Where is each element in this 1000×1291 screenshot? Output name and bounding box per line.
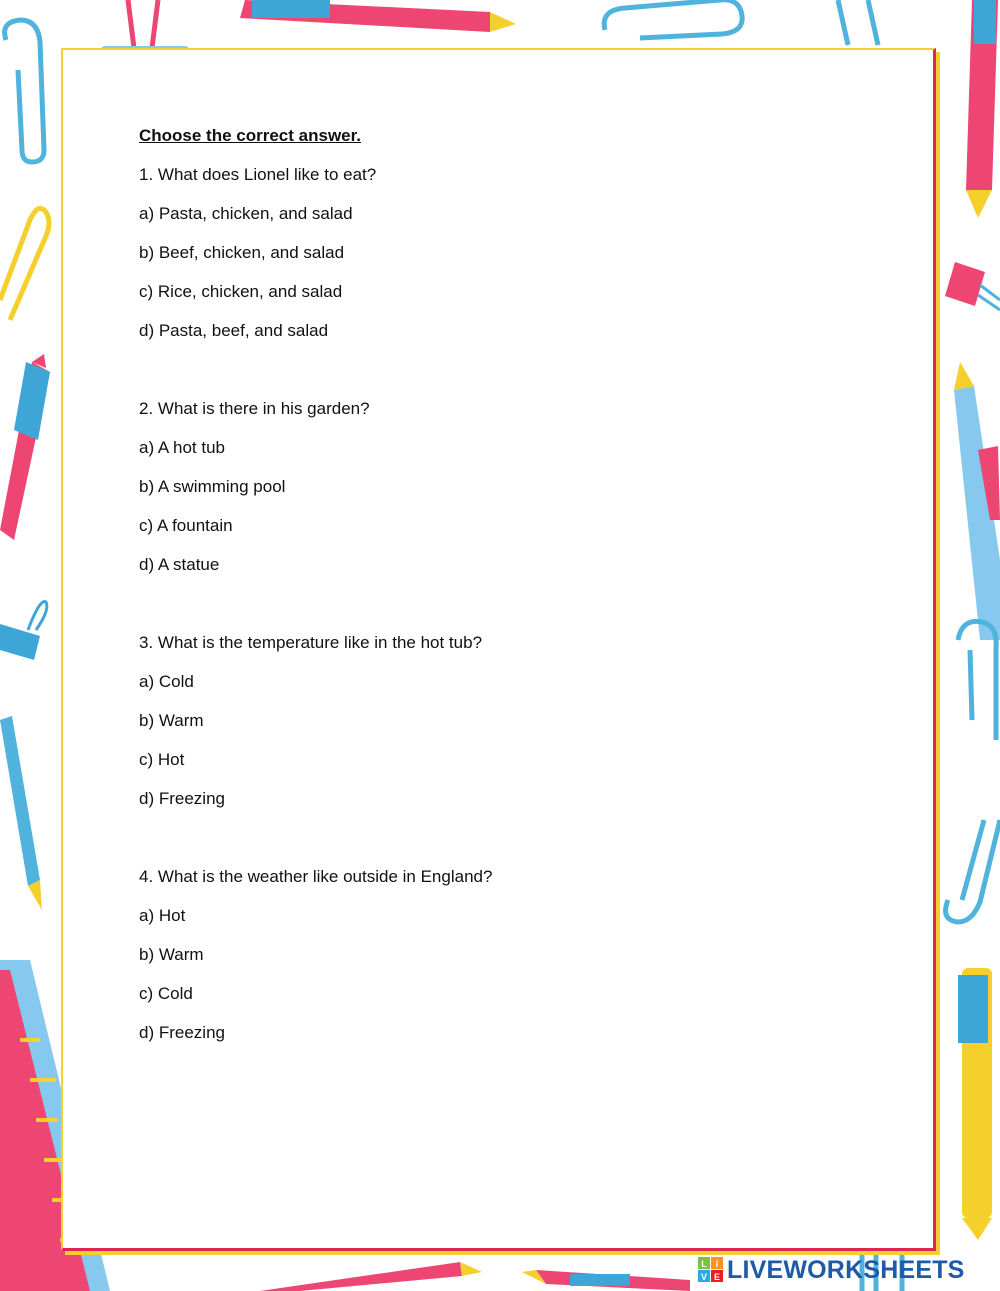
paper-clip-icon <box>5 20 44 162</box>
answer-option[interactable]: d) Freezing <box>139 1023 225 1042</box>
answer-option[interactable]: a) Pasta, chicken, and salad <box>139 204 353 223</box>
answer-option[interactable]: c) Cold <box>139 984 193 1003</box>
answer-option[interactable]: d) A statue <box>139 555 220 574</box>
binder-clip-icon <box>0 602 47 660</box>
question-text: 3. What is the temperature like in the hot tub? <box>139 633 483 652</box>
pencil-icon <box>240 0 516 32</box>
question-text: 4. What is the weather like outside in England? <box>139 867 493 886</box>
answer-option[interactable]: d) Freezing <box>139 789 225 808</box>
paper-clip-icon <box>946 820 1000 922</box>
paper-clip-icon <box>838 0 878 45</box>
question-text: 2. What is there in his garden? <box>139 399 370 418</box>
answer-option[interactable]: d) Pasta, beef, and salad <box>139 321 329 340</box>
paper-clip-icon <box>0 208 49 320</box>
instructions-heading: Choose the correct answer. <box>139 126 362 145</box>
question-block-4 <box>139 857 899 1052</box>
question-block-3 <box>139 623 899 818</box>
pen-icon <box>958 968 992 1240</box>
answer-option[interactable]: a) A hot tub <box>139 438 226 457</box>
logo-letter: I <box>715 1259 719 1269</box>
question-block-1 <box>139 155 899 350</box>
pencil-icon <box>260 1262 690 1291</box>
binder-clip-icon <box>945 262 1000 310</box>
answer-option[interactable]: b) A swimming pool <box>139 477 286 496</box>
paper-clip-icon <box>604 0 742 38</box>
answer-option[interactable]: c) Rice, chicken, and salad <box>139 282 343 301</box>
answer-option[interactable]: b) Warm <box>139 945 204 964</box>
worksheet-content <box>139 116 899 1091</box>
answer-option[interactable]: a) Cold <box>139 672 194 691</box>
liveworksheets-logo <box>698 1256 965 1284</box>
answer-option[interactable]: c) Hot <box>139 750 185 769</box>
question-text: 1. What does Lionel like to eat? <box>139 165 377 184</box>
answer-option[interactable]: a) Hot <box>139 906 186 925</box>
pen-icon <box>966 0 998 218</box>
liveworksheets-logo-icon <box>698 1257 724 1283</box>
pen-icon <box>0 716 42 910</box>
pen-icon <box>0 354 50 540</box>
answer-option[interactable]: b) Beef, chicken, and salad <box>139 243 345 262</box>
answer-option[interactable]: c) A fountain <box>139 516 233 535</box>
logo-letter: E <box>713 1272 721 1282</box>
logo-letter: L <box>701 1259 707 1269</box>
logo-letter: V <box>700 1272 708 1282</box>
question-block-2 <box>139 389 899 584</box>
pencil-icon <box>954 362 1000 640</box>
brand-name: LIVEWORKSHEETS <box>727 1255 965 1284</box>
answer-option[interactable]: b) Warm <box>139 711 204 730</box>
